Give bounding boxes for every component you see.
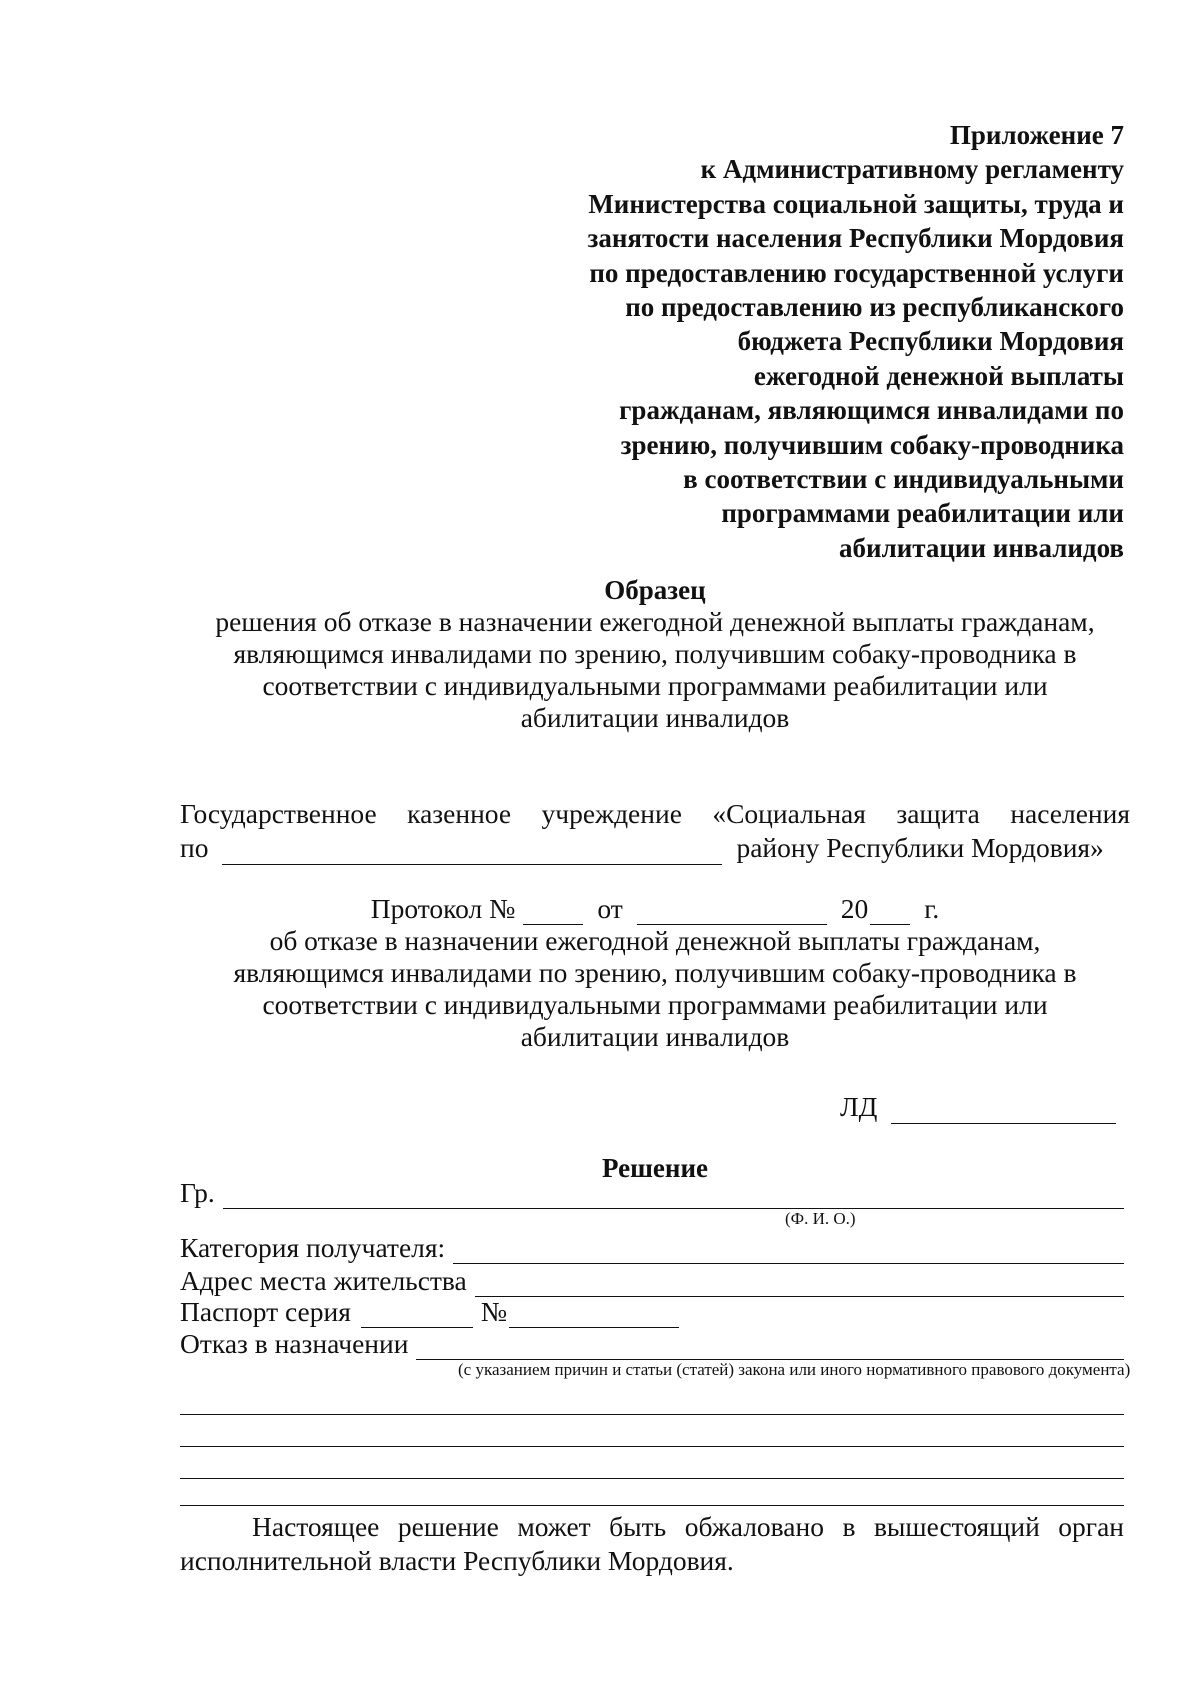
fio-caption: (Ф. И. О.) (785, 1209, 856, 1228)
appendix-line: абилитации инвалидов (839, 532, 1124, 563)
address-row (180, 1265, 1124, 1297)
passport-series-field[interactable] (361, 1301, 473, 1328)
protocol-description-line: об отказе в назначении ежегодной денежной выплаты гражданам, (269, 925, 1041, 956)
appeal-word: решение (397, 1511, 499, 1542)
decision-title: Решение (602, 1153, 708, 1183)
refusal-field[interactable] (416, 1333, 1124, 1360)
appeal-word: в (842, 1511, 856, 1542)
refusal-reason-line[interactable] (180, 1505, 1124, 1506)
address-field[interactable] (475, 1270, 1124, 1297)
refusal-reason-line[interactable] (180, 1446, 1124, 1447)
institution-line (180, 797, 1130, 831)
refusal-caption: (с указанием причин и статьи (статей) закона или иного нормативного правового документа) (458, 1360, 1131, 1379)
institution-district-line (180, 831, 1130, 865)
protocol-date-blank[interactable] (637, 898, 827, 925)
appeal-word: вышестоящий (873, 1511, 1040, 1542)
ld-field (840, 1090, 1116, 1124)
sample-description-line: соответствии с индивидуальными программами реабилитации или (262, 670, 1048, 701)
appeal-word: обжаловано (684, 1511, 824, 1542)
ld-blank[interactable] (891, 1097, 1116, 1124)
institution-prefix: по (180, 832, 209, 863)
appendix-line: Приложение 7 (949, 120, 1124, 150)
refusal-label: Отказ в назначении (180, 1328, 409, 1359)
appendix-line: бюджета Республики Мордовия (737, 326, 1124, 357)
protocol-year-blank[interactable] (870, 898, 910, 925)
refusal-reason-line[interactable] (180, 1478, 1124, 1479)
appeal-word: может (517, 1511, 591, 1542)
protocol-year-label: 20 (840, 893, 869, 924)
sample-description (180, 606, 1130, 734)
institution-word: населения (1010, 798, 1130, 829)
citizen-label: Гр. (180, 1177, 215, 1208)
category-label: Категория получателя: (180, 1232, 446, 1263)
appendix-line: занятости населения Республики Мордовия (587, 223, 1124, 254)
district-blank-line[interactable] (222, 838, 722, 865)
protocol-from-label: от (597, 893, 623, 924)
institution-word: «Социальная (712, 798, 866, 829)
appendix-line: в соответствии с индивидуальными (683, 464, 1124, 495)
passport-row (180, 1296, 1124, 1328)
appendix-line: по предоставлению государственной услуги (589, 257, 1124, 288)
appendix-line: по предоставлению из республиканского (625, 292, 1124, 323)
protocol-number-blank[interactable] (523, 898, 583, 925)
sample-description-line: абилитации инвалидов (520, 702, 790, 733)
protocol-description-line: являющимся инвалидами по зрению, получившим собаку-проводника в (233, 957, 1077, 988)
appeal-notice (180, 1510, 1124, 1578)
protocol-block (180, 893, 1130, 1053)
passport-number-field[interactable] (509, 1301, 679, 1328)
protocol-year-suffix: г. (924, 893, 940, 924)
address-label: Адрес места жительства (180, 1265, 467, 1296)
institution-word: Государственное (180, 798, 377, 829)
citizen-row (180, 1177, 1124, 1209)
appeal-word: быть (609, 1511, 667, 1542)
institution-block (180, 797, 1130, 865)
appendix-line: гражданам, являющимся инвалидами по (619, 395, 1124, 426)
appendix-line: программами реабилитации или (721, 498, 1124, 529)
sample-description-line: решения об отказе в назначении ежегодной денежной выплаты гражданам, (215, 606, 1095, 637)
protocol-number-label: Протокол № (370, 893, 516, 924)
appeal-notice-line: исполнительной власти Республики Мордовия. (180, 1545, 734, 1576)
appendix-line: зрению, получившим собаку-проводника (620, 429, 1124, 460)
citizen-fio-field[interactable] (223, 1182, 1124, 1209)
appeal-word: орган (1058, 1511, 1124, 1542)
institution-suffix: району Республики Мордовия» (736, 832, 1104, 863)
category-row (180, 1232, 1124, 1264)
ld-label: ЛД (840, 1091, 878, 1122)
refusal-reason-line[interactable] (180, 1414, 1124, 1415)
sample-description-line: являющимся инвалидами по зрению, получившим собаку-проводника в (233, 638, 1077, 669)
appendix-header (484, 118, 1124, 565)
protocol-description-line: соответствии с индивидуальными программами реабилитации или (262, 989, 1048, 1020)
passport-series-label: Паспорт серия (180, 1296, 351, 1327)
protocol-header (180, 893, 1130, 925)
sample-title: Образец (604, 575, 706, 605)
appendix-line: ежегодной денежной выплаты (753, 360, 1124, 391)
appendix-line: к Административному регламенту (700, 154, 1124, 185)
protocol-description-line: абилитации инвалидов (520, 1021, 790, 1052)
appeal-notice-line (180, 1510, 1124, 1544)
institution-word: казенное (407, 798, 512, 829)
institution-word: учреждение (541, 798, 682, 829)
institution-word: защита (896, 798, 980, 829)
appendix-line: Министерства социальной защиты, труда и (588, 188, 1124, 219)
appeal-word: Настоящее (252, 1511, 380, 1542)
refusal-row (180, 1328, 1124, 1360)
passport-number-label: № (480, 1296, 508, 1327)
category-field[interactable] (453, 1237, 1124, 1264)
